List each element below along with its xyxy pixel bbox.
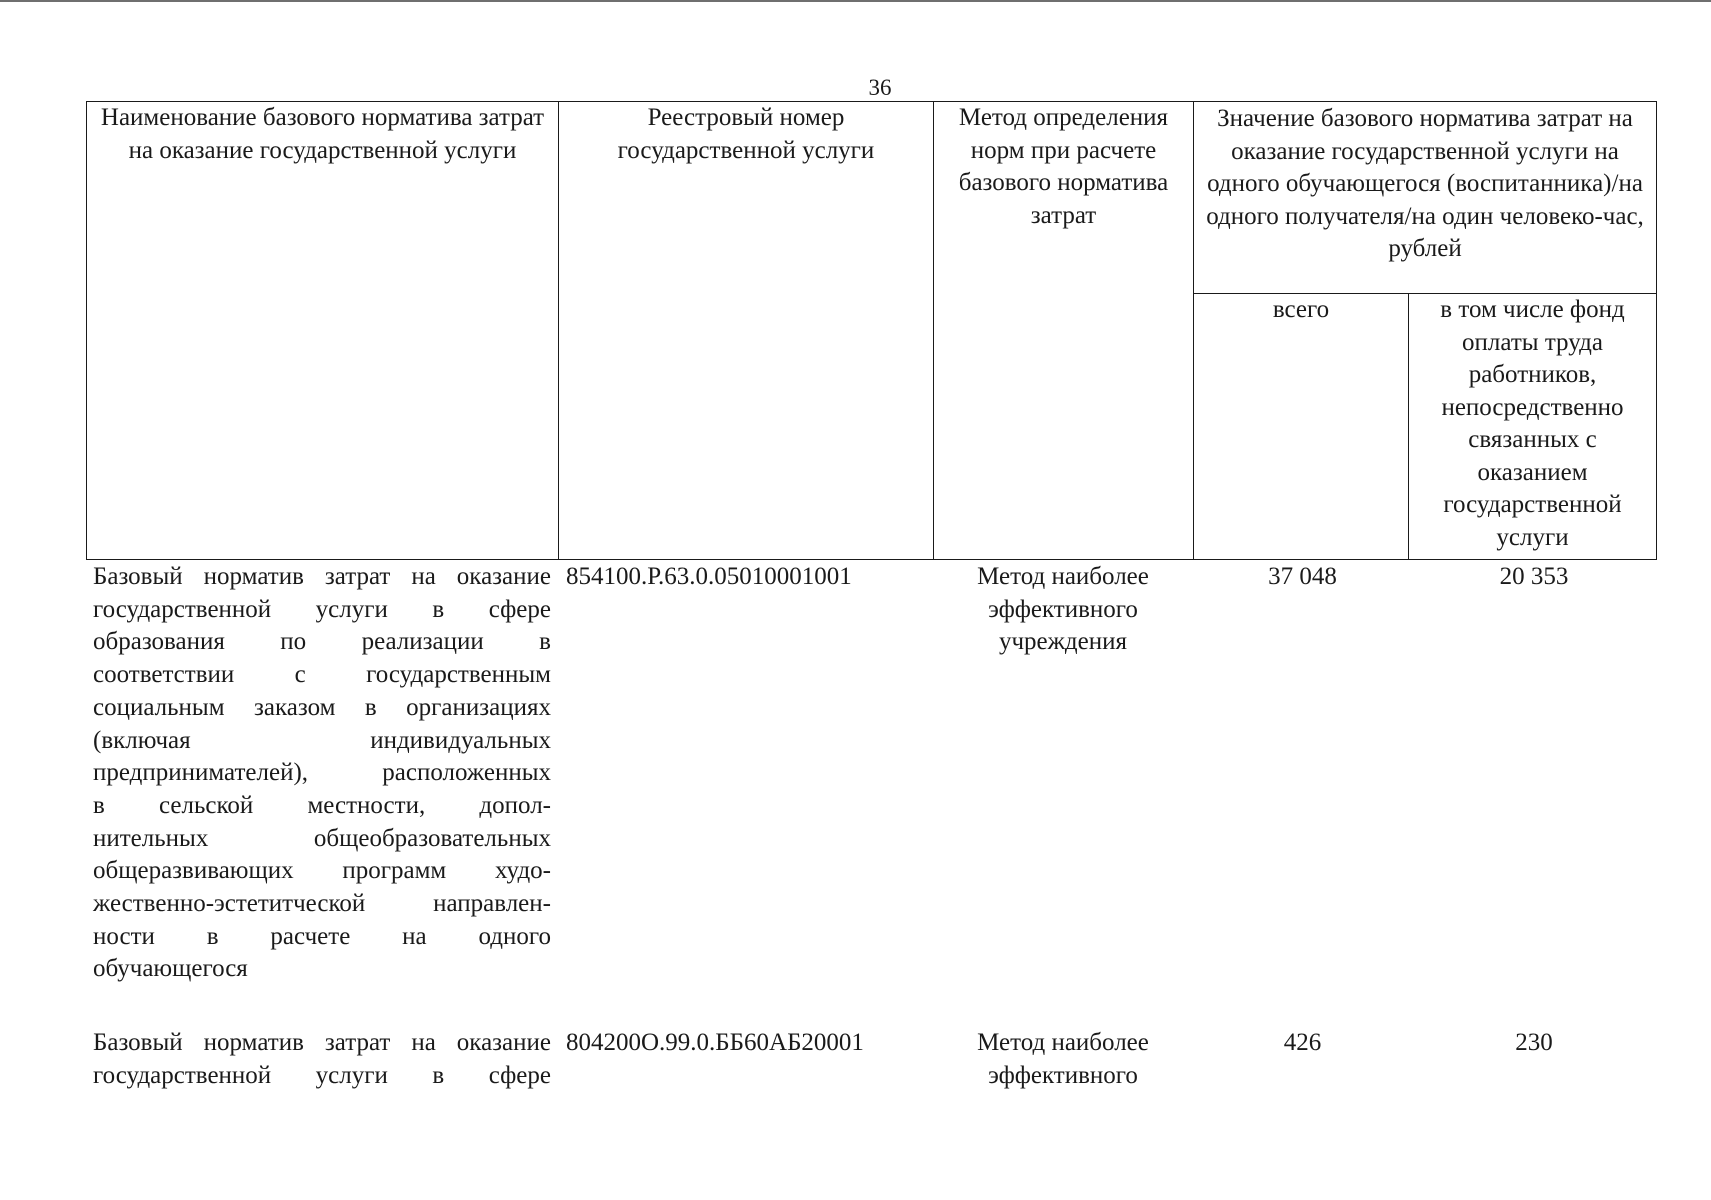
row-name-line: образования по реализации в <box>93 628 551 656</box>
row-name-line: (включая индивидуальных <box>93 726 551 754</box>
row-name-line: социальным заказом в организациях <box>93 693 551 721</box>
row-total-value: 37 048 <box>1268 563 1337 590</box>
row-name-line: ности в расчете на одного <box>93 922 551 950</box>
row-name-line: общеразвивающих программ худо- <box>93 857 551 885</box>
row-name-line: Базовый норматив затрат на оказание <box>93 563 551 590</box>
row-name-line: соответствии с государственным <box>93 661 551 689</box>
row-name <box>93 1027 551 1092</box>
row-fund-value: 230 <box>1515 1029 1553 1056</box>
row-name-line: в сельской местности, допол- <box>93 791 551 819</box>
row-fund-value: 20 353 <box>1499 563 1569 590</box>
norms-table-header <box>86 101 1657 560</box>
row-registry-number: 854100.Р.63.0.05010001001 <box>566 563 852 590</box>
row-name-line: государственной услуги в сфере <box>93 595 551 623</box>
header-method: Метод определения норм при расчете базового норматива затрат <box>934 102 1194 560</box>
row-name-line: обучающегося <box>93 955 248 983</box>
header-registry: Реестровый номер государственной услуги <box>559 102 934 560</box>
header-value: Значение базового норматива затрат на оказание государственной услуги на одного обучающегося (воспитанника)/на одного получателя/на один человеко-час, рублей <box>1194 102 1657 294</box>
row-name-line: Базовый норматив затрат на оказание <box>93 1029 551 1056</box>
row-name-line: нительных общеобразовательных <box>93 824 551 852</box>
row-method: Метод наиболее эффективного <box>977 1029 1149 1089</box>
row-name-line: предпринимателей), расположенных <box>93 759 551 787</box>
row-name-line: государственной услуги в сфере <box>93 1061 551 1089</box>
row-method: Метод наиболее эффективного учреждения <box>977 563 1149 656</box>
header-name: Наименование базового норматива затрат на оказание государственной услуги <box>87 102 559 560</box>
page-number: 36 <box>868 75 892 100</box>
header-fund: в том числе фонд оплаты труда работников, непосредственно связанных с оказанием государственной услуги <box>1409 294 1657 560</box>
row-name-line: жественно-эстетитческой направлен- <box>93 890 551 918</box>
row-total-value: 426 <box>1283 1029 1322 1056</box>
row-registry-number: 804200О.99.0.ББ60АБ20001 <box>566 1029 864 1056</box>
scan-edge <box>0 0 1711 2</box>
header-total: всего <box>1194 294 1409 560</box>
row-name <box>93 561 551 986</box>
